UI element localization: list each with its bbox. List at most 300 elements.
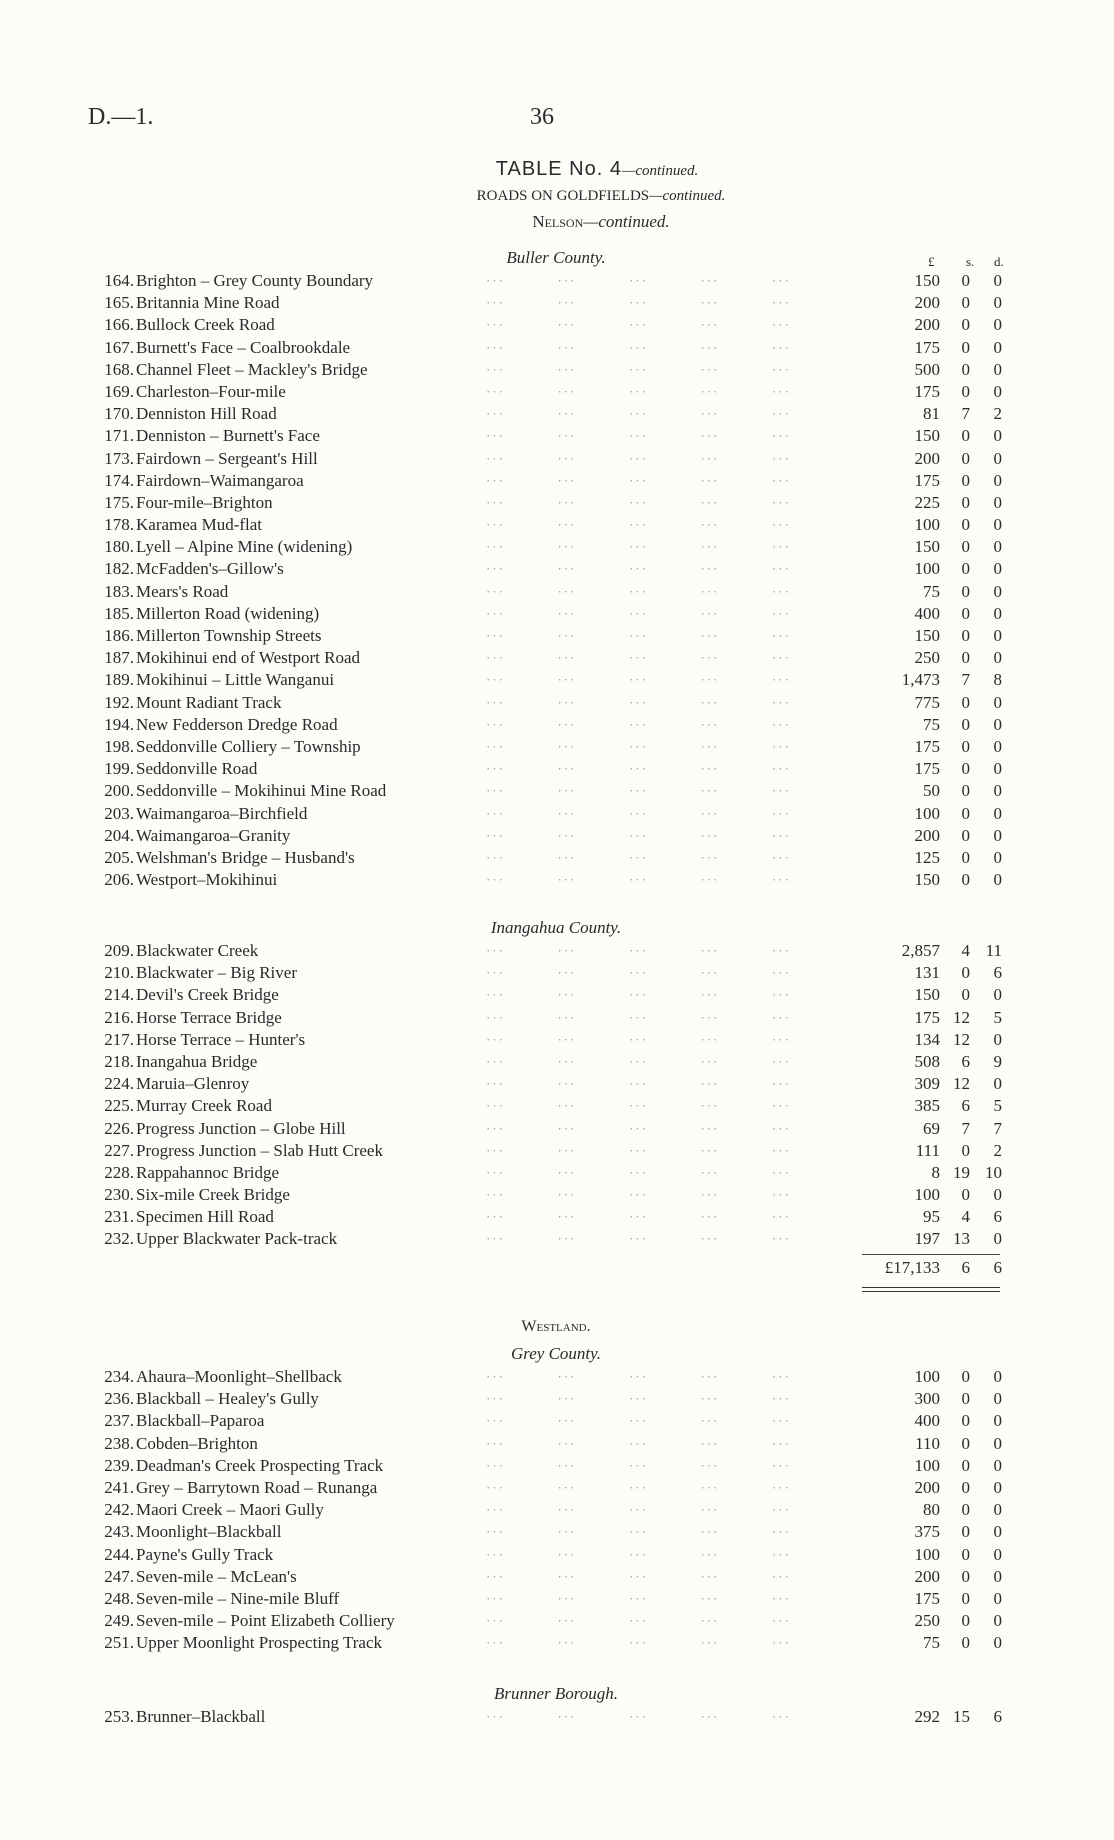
amount-pence: 0 <box>993 470 1002 490</box>
road-name: Upper Moonlight Prospecting Track <box>136 1633 383 1653</box>
shillings-header: s. <box>966 254 975 269</box>
leader-dots: ··· ··· ··· ··· ··· <box>486 1009 791 1025</box>
amount-pence: 0 <box>993 1074 1002 1094</box>
amount-shillings: 0 <box>961 293 970 313</box>
amount-pence: 0 <box>993 847 1002 867</box>
amount-pounds: 200 <box>914 315 940 335</box>
road-name: Inangahua Bridge <box>136 1051 258 1071</box>
leader-dots: ··· ··· ··· ··· ··· <box>486 872 791 888</box>
row-number: 198. <box>104 736 134 756</box>
road-name: Blackwater Creek <box>136 941 259 960</box>
amount-pounds: 175 <box>914 1588 940 1608</box>
row-number: 209. <box>104 941 134 960</box>
leader-dots: ··· ··· ··· ··· ··· <box>486 650 791 666</box>
table-row <box>86 869 1006 891</box>
amount-shillings: 0 <box>961 1367 970 1386</box>
amount-pence: 0 <box>993 692 1002 712</box>
amount-shillings: 0 <box>961 381 970 401</box>
amount-shillings: 0 <box>961 714 970 734</box>
road-name: Millerton Township Streets <box>136 626 322 645</box>
amount-pence: 2 <box>993 1140 1002 1160</box>
row-number: 248. <box>104 1588 134 1608</box>
table-row <box>86 1499 1006 1521</box>
table-row <box>86 847 1006 869</box>
row-number: 203. <box>104 803 134 823</box>
row-number: 187. <box>104 648 134 668</box>
subtitle-suffix: —continued. <box>649 188 726 204</box>
amount-shillings: 12 <box>953 1007 970 1027</box>
table-row <box>86 1140 1006 1162</box>
leader-dots: ··· ··· ··· ··· ··· <box>486 1369 791 1384</box>
amount-shillings: 0 <box>961 803 970 823</box>
leader-dots: ··· ··· ··· ··· ··· <box>486 716 791 732</box>
amount-shillings: 0 <box>961 1566 970 1586</box>
amount-pence: 0 <box>993 359 1002 379</box>
table-row <box>86 625 1006 647</box>
amount-pence: 0 <box>993 1588 1002 1608</box>
leader-dots: ··· ··· ··· ··· ··· <box>486 1435 791 1451</box>
road-name: Bullock Creek Road <box>136 315 275 335</box>
road-name: Mears's Road <box>136 581 229 601</box>
leader-dots: ··· ··· ··· ··· ··· <box>486 1568 791 1584</box>
amount-pence: 0 <box>993 581 1002 601</box>
table-row <box>86 314 1006 336</box>
table-row <box>86 492 1006 514</box>
amount-pounds: 508 <box>914 1051 940 1071</box>
road-name: Seven-mile – Point Elizabeth Colliery <box>136 1611 395 1631</box>
amount-pence: 8 <box>993 670 1002 690</box>
row-number: 216. <box>104 1007 134 1027</box>
leader-dots: ··· ··· ··· ··· ··· <box>486 1413 791 1429</box>
amount-shillings: 0 <box>961 448 970 468</box>
amount-pounds: 100 <box>914 803 940 823</box>
row-number: 253. <box>104 1707 134 1726</box>
amount-pounds: 111 <box>915 1140 940 1160</box>
row-number: 238. <box>104 1433 134 1453</box>
amount-pounds: 500 <box>914 359 940 379</box>
road-name: New Fedderson Dredge Road <box>136 714 338 734</box>
amount-shillings: 0 <box>961 315 970 335</box>
amount-pence: 0 <box>993 626 1002 645</box>
table-row <box>86 381 1006 403</box>
table-row <box>86 470 1006 492</box>
table-row <box>86 1388 1006 1410</box>
row-number: 166. <box>104 315 134 335</box>
title-block <box>0 158 1114 236</box>
region-suffix: —continued. <box>583 212 670 231</box>
leader-dots: ··· ··· ··· ··· ··· <box>486 517 791 533</box>
row-number: 185. <box>104 603 134 623</box>
leader-dots: ··· ··· ··· ··· ··· <box>486 273 791 288</box>
road-name: Maori Creek – Maori Gully <box>136 1500 324 1520</box>
row-number: 199. <box>104 759 134 779</box>
westland-heading: Westland. <box>521 1318 591 1335</box>
amount-pounds: 400 <box>914 1411 940 1431</box>
total-rule <box>862 1254 1000 1255</box>
table-row <box>86 359 1006 381</box>
row-number: 183. <box>104 581 134 601</box>
table-row <box>86 780 1006 802</box>
road-name: Mount Radiant Track <box>136 692 282 712</box>
amount-pounds: 50 <box>923 781 940 801</box>
leader-dots: ··· ··· ··· ··· ··· <box>486 1053 791 1069</box>
leader-dots: ··· ··· ··· ··· ··· <box>486 1164 791 1180</box>
leader-dots: ··· ··· ··· ··· ··· <box>486 987 791 1003</box>
amount-pence: 11 <box>985 941 1002 960</box>
road-name: Welshman's Bridge – Husband's <box>136 847 355 867</box>
row-number: 164. <box>104 271 134 290</box>
amount-pence: 0 <box>993 381 1002 401</box>
amount-pounds: 250 <box>914 1611 940 1631</box>
amount-pence: 0 <box>993 736 1002 756</box>
leader-dots: ··· ··· ··· ··· ··· <box>486 1524 791 1540</box>
amount-pounds: 100 <box>914 559 940 579</box>
road-name: Britannia Mine Road <box>136 293 280 313</box>
total-pence: 6 <box>993 1258 1002 1277</box>
road-name: Westport–Mokihinui <box>136 870 278 890</box>
buller-rows <box>86 270 1006 891</box>
table-row <box>86 337 1006 359</box>
table-row <box>86 1228 1006 1250</box>
amount-pounds: 309 <box>914 1074 940 1094</box>
amount-pounds: 75 <box>923 714 940 734</box>
amount-pounds: 100 <box>914 1185 940 1205</box>
road-name: Seven-mile – Nine-mile Bluff <box>136 1588 340 1608</box>
road-name: McFadden's–Gillow's <box>136 559 284 579</box>
road-name: Mokihinui – Little Wanganui <box>136 670 335 690</box>
road-name: Denniston – Burnett's Face <box>136 426 320 446</box>
amount-pence: 0 <box>993 803 1002 823</box>
road-name: Four-mile–Brighton <box>136 492 273 512</box>
amount-pounds: 8 <box>931 1162 940 1182</box>
table-row <box>86 1118 1006 1140</box>
brunner-section <box>86 1684 1006 1728</box>
amount-pounds: 292 <box>914 1707 940 1726</box>
amount-shillings: 15 <box>953 1707 970 1726</box>
table-row <box>86 1521 1006 1543</box>
row-number: 173. <box>104 448 134 468</box>
leader-dots: ··· ··· ··· ··· ··· <box>486 805 791 821</box>
amount-pounds: 175 <box>914 759 940 779</box>
amount-pence: 6 <box>993 1207 1002 1227</box>
amount-pounds: 197 <box>914 1229 940 1249</box>
amount-shillings: 0 <box>961 1411 970 1431</box>
table-row <box>86 1477 1006 1499</box>
amount-pounds: 175 <box>914 736 940 756</box>
row-number: 241. <box>104 1477 134 1497</box>
amount-pence: 9 <box>993 1051 1002 1071</box>
amount-pounds: 175 <box>914 337 940 357</box>
amount-shillings: 0 <box>961 426 970 446</box>
road-name: Fairdown–Waimangaroa <box>136 470 304 490</box>
page-header <box>88 104 1026 134</box>
amount-shillings: 0 <box>961 1185 970 1205</box>
amount-pounds: 100 <box>914 1367 940 1386</box>
inangahua-county-section <box>86 918 1006 1251</box>
amount-shillings: 0 <box>961 1140 970 1160</box>
amount-shillings: 0 <box>961 1389 970 1409</box>
amount-shillings: 0 <box>961 963 970 983</box>
leader-dots: ··· ··· ··· ··· ··· <box>486 827 791 843</box>
amount-pounds: 2,857 <box>901 941 940 960</box>
table-row <box>86 940 1006 962</box>
amount-pence: 0 <box>993 1411 1002 1431</box>
row-number: 170. <box>104 404 134 424</box>
table-row <box>86 984 1006 1006</box>
leader-dots: ··· ··· ··· ··· ··· <box>486 761 791 777</box>
row-number: 165. <box>104 293 134 313</box>
total-double-rule <box>862 1287 1000 1292</box>
amount-pounds: 225 <box>914 492 940 512</box>
row-number: 226. <box>104 1118 134 1138</box>
total-pounds: £17,133 <box>884 1258 940 1277</box>
amount-pence: 6 <box>993 963 1002 983</box>
table-row <box>86 1610 1006 1632</box>
amount-shillings: 12 <box>953 1074 970 1094</box>
road-name: Channel Fleet – Mackley's Bridge <box>136 359 368 379</box>
table-row <box>86 1706 1006 1728</box>
row-number: 210. <box>104 963 134 983</box>
table-row <box>86 1206 1006 1228</box>
brunner-borough-heading: Brunner Borough. <box>493 1684 619 1703</box>
leader-dots: ··· ··· ··· ··· ··· <box>486 428 791 444</box>
amount-pence: 0 <box>993 1522 1002 1542</box>
amount-pence: 5 <box>993 1007 1002 1027</box>
region-heading <box>88 212 1114 236</box>
amount-pounds: 110 <box>915 1433 940 1453</box>
leader-dots: ··· ··· ··· ··· ··· <box>486 1076 791 1092</box>
amount-shillings: 0 <box>961 1544 970 1564</box>
amount-pence: 0 <box>993 426 1002 446</box>
amount-shillings: 0 <box>961 603 970 623</box>
road-name: Lyell – Alpine Mine (widening) <box>136 537 353 557</box>
document-reference: D.—1. <box>88 104 154 130</box>
road-name: Fairdown – Sergeant's Hill <box>136 448 318 468</box>
amount-shillings: 6 <box>961 1096 970 1116</box>
table-row <box>86 1029 1006 1051</box>
amount-pounds: 1,473 <box>901 670 940 690</box>
amount-shillings: 0 <box>961 515 970 535</box>
leader-dots: ··· ··· ··· ··· ··· <box>486 605 791 621</box>
row-number: 174. <box>104 470 134 490</box>
road-name: Denniston Hill Road <box>136 404 277 424</box>
amount-shillings: 7 <box>961 404 970 424</box>
leader-dots: ··· ··· ··· ··· ··· <box>486 1031 791 1047</box>
amount-pounds: 775 <box>914 692 940 712</box>
row-number: 200. <box>104 781 134 801</box>
table-row <box>86 714 1006 736</box>
leader-dots: ··· ··· ··· ··· ··· <box>486 383 791 399</box>
row-number: 244. <box>104 1544 134 1564</box>
table-row <box>86 825 1006 847</box>
amount-shillings: 7 <box>961 670 970 690</box>
leader-dots: ··· ··· ··· ··· ··· <box>486 1391 791 1407</box>
leader-dots: ··· ··· ··· ··· ··· <box>486 472 791 488</box>
row-number: 205. <box>104 847 134 867</box>
leader-dots: ··· ··· ··· ··· ··· <box>486 1502 791 1518</box>
amount-shillings: 0 <box>961 1588 970 1608</box>
county-heading: Buller County. <box>506 248 606 267</box>
amount-pence: 0 <box>993 448 1002 468</box>
leader-dots: ··· ··· ··· ··· ··· <box>486 494 791 510</box>
table-row <box>86 1162 1006 1184</box>
road-name: Charleston–Four-mile <box>136 381 286 401</box>
road-name: Horse Terrace – Hunter's <box>136 1029 306 1049</box>
amount-pounds: 95 <box>923 1207 940 1227</box>
amount-shillings: 0 <box>961 648 970 668</box>
amount-pence: 0 <box>993 1544 1002 1564</box>
amount-pence: 0 <box>993 1229 1002 1249</box>
road-name: Karamea Mud-flat <box>136 515 263 535</box>
leader-dots: ··· ··· ··· ··· ··· <box>486 1209 791 1225</box>
table-row <box>86 758 1006 780</box>
table-row <box>86 1184 1006 1206</box>
road-name: Grey – Barrytown Road – Runanga <box>136 1477 378 1497</box>
amount-shillings: 0 <box>961 847 970 867</box>
amount-pounds: 100 <box>914 1455 940 1475</box>
amount-pounds: 200 <box>914 448 940 468</box>
leader-dots: ··· ··· ··· ··· ··· <box>486 1098 791 1114</box>
amount-pence: 0 <box>993 293 1002 313</box>
row-number: 167. <box>104 337 134 357</box>
row-number: 182. <box>104 559 134 579</box>
road-name: Murray Creek Road <box>136 1096 272 1116</box>
leader-dots: ··· ··· ··· ··· ··· <box>486 317 791 333</box>
road-name: Seddonville Colliery – Township <box>136 736 361 756</box>
amount-shillings: 13 <box>953 1229 970 1249</box>
amount-pence: 0 <box>993 825 1002 845</box>
road-name: Blackball–Paparoa <box>136 1411 265 1431</box>
amount-pence: 0 <box>993 870 1002 890</box>
amount-pounds: 69 <box>923 1118 940 1138</box>
amount-shillings: 0 <box>961 736 970 756</box>
amount-pounds: 300 <box>914 1389 940 1409</box>
leader-dots: ··· ··· ··· ··· ··· <box>486 295 791 311</box>
amount-shillings: 0 <box>961 781 970 801</box>
leader-dots: ··· ··· ··· ··· ··· <box>486 1187 791 1203</box>
amount-pence: 0 <box>993 781 1002 801</box>
leader-dots: ··· ··· ··· ··· ··· <box>486 1231 791 1247</box>
subtitle-text: ROADS ON GOLDFIELDS <box>476 188 650 204</box>
road-name: Blackball – Healey's Gully <box>136 1389 319 1409</box>
road-name: Seven-mile – McLean's <box>136 1566 297 1586</box>
road-name: Waimangaroa–Granity <box>136 825 291 845</box>
road-name: Six-mile Creek Bridge <box>136 1185 290 1205</box>
table-row <box>86 1410 1006 1432</box>
road-name: Upper Blackwater Pack-track <box>136 1229 338 1249</box>
leader-dots: ··· ··· ··· ··· ··· <box>486 1590 791 1606</box>
leader-dots: ··· ··· ··· ··· ··· <box>486 628 791 643</box>
table-row <box>86 403 1006 425</box>
amount-pounds: 100 <box>914 515 940 535</box>
amount-shillings: 0 <box>961 870 970 890</box>
table-row <box>86 1566 1006 1588</box>
row-number: 242. <box>104 1500 134 1520</box>
leader-dots: ··· ··· ··· ··· ··· <box>486 694 791 710</box>
amount-pounds: 75 <box>923 1633 940 1653</box>
table-row <box>86 962 1006 984</box>
amount-pence: 0 <box>993 1566 1002 1586</box>
table-row <box>86 1588 1006 1610</box>
amount-pence: 0 <box>993 1633 1002 1653</box>
amount-pounds: 150 <box>914 626 940 645</box>
grey-county-heading: Grey County. <box>510 1344 602 1363</box>
amount-pence: 5 <box>993 1096 1002 1116</box>
amount-pounds: 80 <box>923 1500 940 1520</box>
amount-shillings: 0 <box>961 1433 970 1453</box>
buller-county-section <box>86 248 1006 891</box>
amount-pounds: 125 <box>914 847 940 867</box>
row-number: 218. <box>104 1051 134 1071</box>
leader-dots: ··· ··· ··· ··· ··· <box>486 849 791 865</box>
road-name: Burnett's Face – Coalbrookdale <box>136 337 351 357</box>
amount-pounds: 150 <box>914 537 940 557</box>
table-row <box>86 514 1006 536</box>
amount-pence: 0 <box>993 492 1002 512</box>
row-number: 206. <box>104 870 134 890</box>
table-title <box>80 158 1114 184</box>
road-name: Millerton Road (widening) <box>136 603 320 623</box>
amount-pounds: 400 <box>914 603 940 623</box>
total-shillings: 6 <box>961 1258 970 1277</box>
table-row <box>86 536 1006 558</box>
region-text: Nelson <box>532 212 584 231</box>
amount-shillings: 0 <box>961 359 970 379</box>
table-title-suffix: —continued. <box>621 163 699 179</box>
row-number: 186. <box>104 626 134 645</box>
amount-shillings: 4 <box>961 1207 970 1227</box>
leader-dots: ··· ··· ··· ··· ··· <box>486 1142 791 1158</box>
table-row <box>86 1433 1006 1455</box>
amount-pence: 0 <box>993 1185 1002 1205</box>
amount-pounds: 175 <box>914 1007 940 1027</box>
road-name: Seddonville Road <box>136 759 258 779</box>
amount-shillings: 0 <box>961 692 970 712</box>
leader-dots: ··· ··· ··· ··· ··· <box>486 965 791 981</box>
leader-dots: ··· ··· ··· ··· ··· <box>486 1546 791 1562</box>
amount-pounds: 150 <box>914 870 940 890</box>
road-name: Brunner–Blackball <box>136 1707 266 1726</box>
table-row <box>86 292 1006 314</box>
road-name: Maruia–Glenroy <box>136 1074 250 1094</box>
row-number: 228. <box>104 1162 134 1182</box>
table-row <box>86 581 1006 603</box>
amount-shillings: 0 <box>961 626 970 645</box>
amount-pence: 0 <box>993 603 1002 623</box>
amount-pounds: 200 <box>914 1566 940 1586</box>
amount-shillings: 7 <box>961 1118 970 1138</box>
road-name: Rappahannoc Bridge <box>136 1162 280 1182</box>
row-number: 180. <box>104 537 134 557</box>
amount-pence: 0 <box>993 1455 1002 1475</box>
road-name: Progress Junction – Globe Hill <box>136 1118 346 1138</box>
road-name: Brighton – Grey County Boundary <box>136 271 374 290</box>
amount-pence: 0 <box>993 714 1002 734</box>
row-number: 243. <box>104 1522 134 1542</box>
amount-shillings: 0 <box>961 470 970 490</box>
leader-dots: ··· ··· ··· ··· ··· <box>486 1613 791 1629</box>
road-name: Mokihinui end of Westport Road <box>136 648 361 668</box>
amount-shillings: 12 <box>953 1029 970 1049</box>
row-number: 247. <box>104 1566 134 1586</box>
leader-dots: ··· ··· ··· ··· ··· <box>486 1635 791 1651</box>
amount-shillings: 0 <box>961 271 970 290</box>
leader-dots: ··· ··· ··· ··· ··· <box>486 738 791 754</box>
amount-pence: 0 <box>993 1389 1002 1409</box>
amount-pence: 0 <box>993 648 1002 668</box>
amount-shillings: 0 <box>961 537 970 557</box>
grey-rows <box>86 1366 1006 1654</box>
